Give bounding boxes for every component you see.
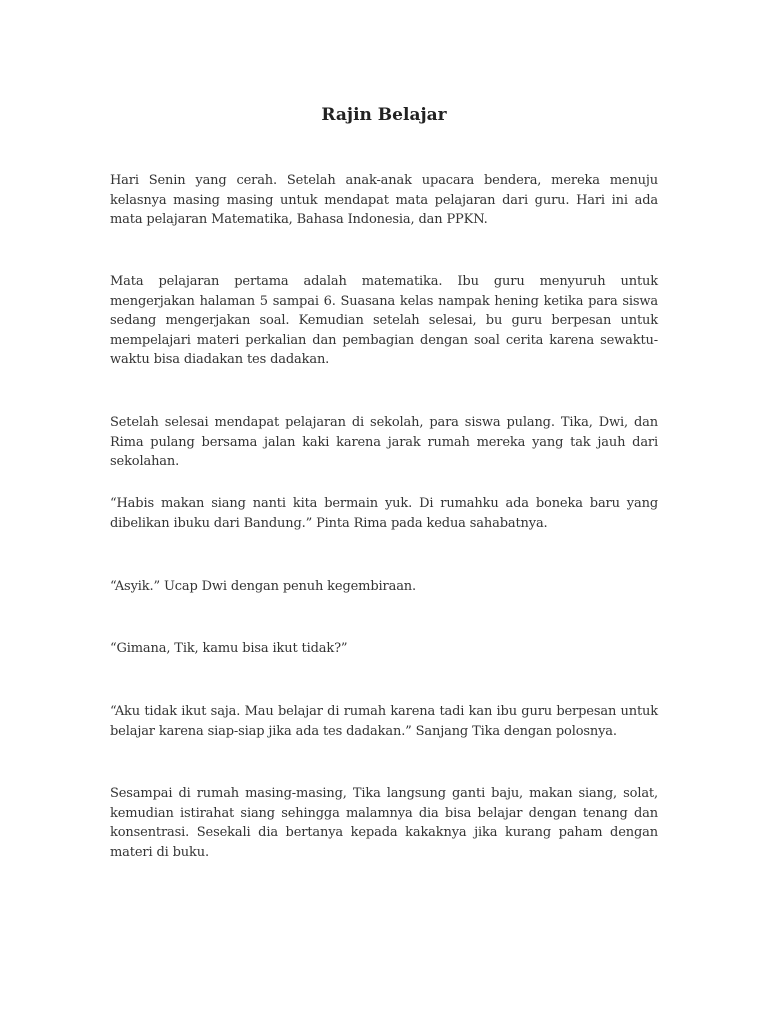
paragraph-6: “Gimana, Tik, kamu bisa ikut tidak?” <box>110 641 348 656</box>
document-title: Rajin Belajar <box>321 105 447 125</box>
paragraph-2: Mata pelajaran pertama adalah matematika. Ibu guru menyuruh untuk mengerjakan halaman 5 sampai 6. Suasana kelas nampak hening ketika para siswa sedang mengerjakan soal. Kemudian setelah selesai, bu guru berpesan untuk mempelajari materi perkalian dan pembagian dengan soal cerita karena sewaktu-waktu bisa diadakan tes dadakan. <box>110 274 658 367</box>
paragraph-3: Setelah selesai mendapat pelajaran di sekolah, para siswa pulang. Tika, Dwi, dan Rima pulang bersama jalan kaki karena jarak rumah mereka yang tak jauh dari sekolahan. <box>110 415 658 469</box>
paragraph-8: Sesampai di rumah masing-masing, Tika langsung ganti baju, makan siang, solat, kemudian istirahat siang sehingga malamnya dia bisa belajar dengan tenang dan konsentrasi. Sesekali dia bertanya kepada kakaknya jika kurang paham dengan materi di buku. <box>110 786 658 860</box>
paragraph-1: Hari Senin yang cerah. Setelah anak-anak upacara bendera, mereka menuju kelasnya masing masing untuk mendapat mata pelajaran dari guru. Hari ini ada mata pelajaran Matematika, Bahasa Indonesia, dan PPKN. <box>110 173 658 227</box>
paragraph-7: “Aku tidak ikut saja. Mau belajar di rumah karena tadi kan ibu guru berpesan untuk belajar karena siap-siap jika ada tes dadakan.” Sanjang Tika dengan polosnya. <box>110 704 658 739</box>
paragraph-4: “Habis makan siang nanti kita bermain yuk. Di rumahku ada boneka baru yang dibelikan ibuku dari Bandung.” Pinta Rima pada kedua sahabatnya. <box>110 496 658 531</box>
paragraph-5: “Asyik.” Ucap Dwi dengan penuh kegembiraan. <box>110 579 416 594</box>
